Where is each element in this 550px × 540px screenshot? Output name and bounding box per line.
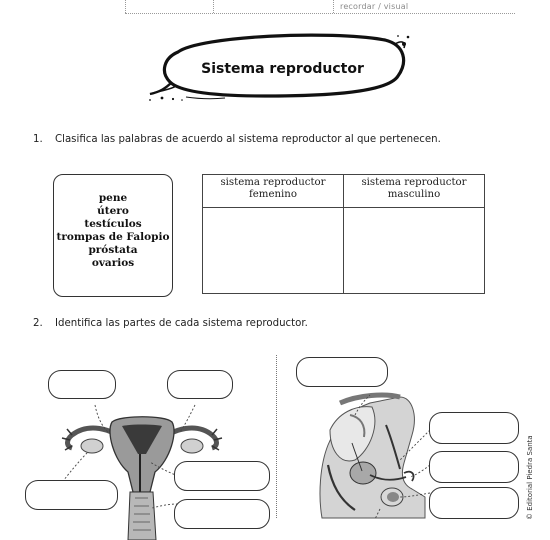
- page-title: Sistema reproductor: [201, 61, 364, 77]
- column-header-male: sistema reproductor masculino: [344, 175, 485, 208]
- question-text: Identifica las partes de cada sistema reproductor.: [55, 318, 308, 329]
- question-number: 1.: [33, 134, 43, 145]
- question-text: Clasifica las palabras de acuerdo al sistema reproductor al que pertenecen.: [55, 134, 441, 145]
- label-answer-box[interactable]: [296, 357, 388, 387]
- label-answer-box[interactable]: [429, 487, 519, 519]
- label-answer-box[interactable]: [48, 370, 116, 399]
- answer-cell-male[interactable]: [344, 208, 485, 294]
- label-answer-box[interactable]: [167, 370, 233, 399]
- label-answer-box[interactable]: [174, 499, 270, 529]
- answer-cell-female[interactable]: [203, 208, 344, 294]
- header-text: recordar / visual: [340, 2, 409, 11]
- word-bank: [53, 174, 173, 297]
- word-item: ovarios: [91, 257, 135, 269]
- section-divider: [276, 355, 277, 518]
- label-answer-box[interactable]: [25, 480, 118, 510]
- word-item: testículos: [84, 218, 142, 230]
- label-answer-box[interactable]: [429, 451, 519, 483]
- word-item: pene: [98, 192, 128, 204]
- label-answer-box[interactable]: [429, 412, 519, 444]
- copyright-notice: © Editorial Piedra Santa: [526, 435, 534, 520]
- label-answer-box[interactable]: [174, 461, 270, 491]
- question-number: 2.: [33, 318, 43, 329]
- word-item: trompas de Falopio: [56, 231, 170, 243]
- word-item: próstata: [88, 244, 138, 256]
- classification-table: [202, 174, 485, 294]
- word-item: útero: [97, 205, 129, 217]
- column-header-female: sistema reproductor femenino: [203, 175, 344, 208]
- title-banner: [0, 0, 550, 120]
